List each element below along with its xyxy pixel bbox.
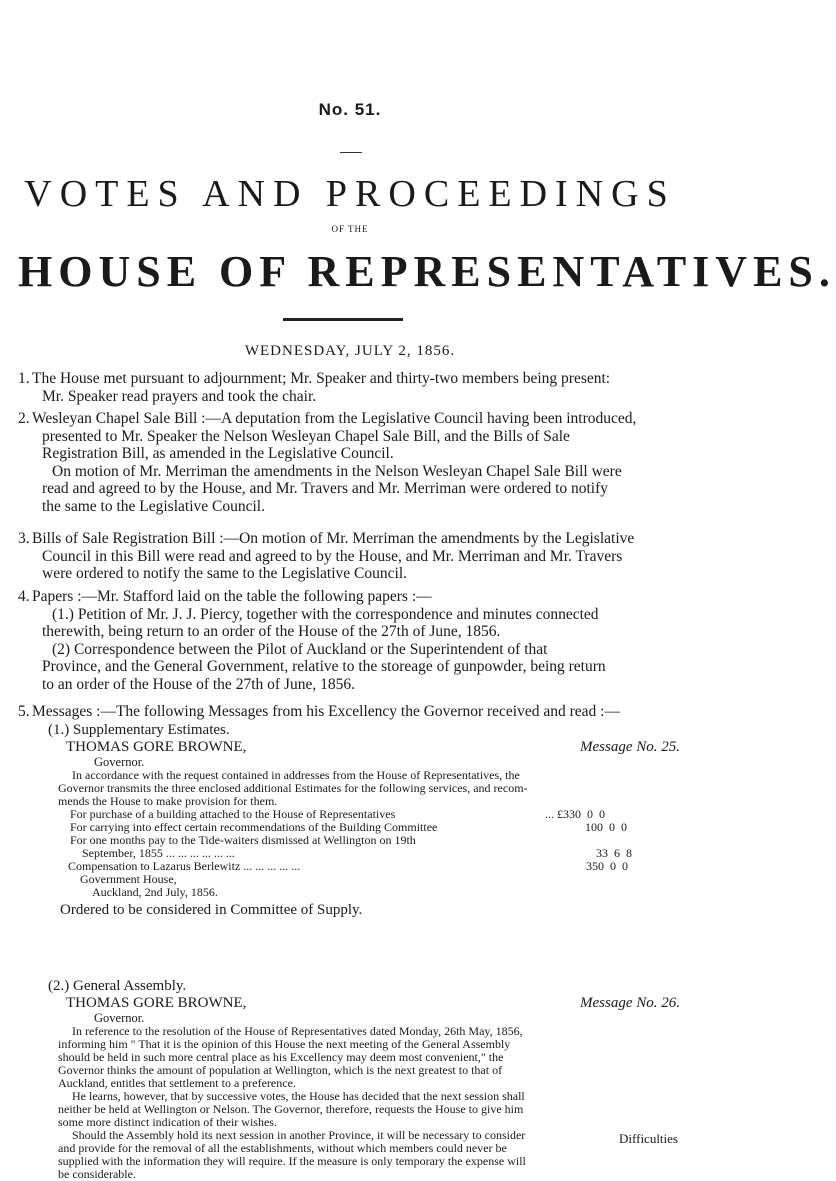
estimate-amount: 350 0 0 [586, 859, 628, 873]
item-line: Mr. Speaker read prayers and took the chair. [42, 387, 317, 405]
body-line: be considerable. [58, 1167, 136, 1181]
item-line: were ordered to notify the same to the Legislative Council. [42, 565, 407, 582]
body-line: and provide for the removal of all the establishments, without which members could never be [58, 1141, 507, 1155]
page-number: No. 51. [318, 100, 382, 119]
message-body [58, 1025, 680, 1181]
body-line: In reference to the resolution of the House of Representatives dated Monday, 26th May, 1856, [72, 1024, 523, 1038]
item-4 [18, 588, 680, 693]
body-line: neither be held at Wellington or Nelson. The Governor, therefore, requests the House to give him [58, 1102, 524, 1116]
estimate-row [70, 821, 680, 834]
estimate-amount: ... £330 0 0 [545, 807, 605, 821]
body-line: Governor transmits the three enclosed additional Estimates for the following services, and recom- [58, 781, 528, 795]
body-line: mends the House to make provision for them. [58, 794, 278, 808]
item-line: Messages :—The following Messages from his Excellency the Governor received and read :— [32, 703, 620, 720]
item-number: 4. [18, 588, 30, 605]
title-rule [283, 318, 403, 321]
item-1 [18, 370, 680, 405]
item-line: Wesleyan Chapel Sale Bill :—A deputation from the Legislative Council having been introduced, [32, 410, 637, 427]
estimate-amount: 100 0 0 [585, 820, 627, 834]
message-body [58, 769, 680, 899]
body-line: He learns, however, that by successive votes, the House has decided that the next session shall [72, 1089, 525, 1103]
item-number: 5. [18, 703, 30, 720]
item-2 [18, 410, 680, 515]
item-number: 2. [18, 410, 30, 427]
place-line: Auckland, 2nd July, 1856. [92, 885, 218, 899]
estimate-label: For carrying into effect certain recommendations of the Building Committee [70, 820, 438, 834]
item-line: read and agreed to by the House, and Mr. Travers and Mr. Merriman were ordered to notify [42, 480, 609, 497]
message-sender: THOMAS GORE BROWNE, [66, 739, 247, 755]
item-line: (2) Correspondence between the Pilot of Auckland or the Superintendent of that [52, 640, 548, 658]
item-line: Bills of Sale Registration Bill :—On motion of Mr. Merriman the amendments by the Legislative [32, 530, 635, 547]
item-5 [18, 703, 680, 721]
item-line: On motion of Mr. Merriman the amendments in the Nelson Wesleyan Chapel Sale Bill were [52, 462, 622, 480]
message-role: Governor. [94, 755, 145, 769]
message-number: Message No. 25. [580, 739, 680, 755]
sitting-date: WEDNESDAY, JULY 2, 1856. [244, 343, 456, 359]
item-number: 3. [18, 530, 30, 547]
message-sender-row [66, 995, 680, 1012]
item-number: 1. [18, 370, 30, 387]
item-line: Province, and the General Government, relative to the storeage of gunpowder, being return [42, 658, 606, 675]
item-line: The House met pursuant to adjournment; Mr. Speaker and thirty-two members being present: [32, 370, 611, 387]
item-line: the same to the Legislative Council. [42, 497, 265, 515]
item-line: (1.) Petition of Mr. J. J. Piercy, together with the correspondence and minutes connected [52, 605, 599, 623]
body-line: supplied with the information they will require. If the measure is only temporary the expense will [58, 1154, 526, 1168]
message-sender-row [66, 739, 680, 756]
body-line: Should the Assembly hold its next session in another Province, it will be necessary to consider [72, 1128, 526, 1142]
message-role: Governor. [94, 1011, 145, 1025]
body-line: should be held in such more central place as his Excellency may deem most convenient," the [58, 1050, 504, 1064]
catchword: Difficulties [619, 1131, 678, 1146]
message-heading: (2.) General Assembly. [48, 978, 187, 994]
body-line: Governor thinks the amount of population at Wellington, which is the next greatest to that of [58, 1063, 503, 1077]
item-line: therewith, being return to an order of the House of the 27th of June, 1856. [42, 623, 501, 640]
body-line: In accordance with the request contained in addresses from the House of Representatives, the [72, 768, 520, 782]
message-25 [48, 722, 680, 919]
message-26 [48, 978, 680, 1181]
body-line: some more distinct indication of their wishes. [58, 1115, 277, 1129]
body-line: Auckland, entitles that settlement to a preference. [58, 1076, 296, 1090]
item-line: Papers :—Mr. Stafford laid on the table the following papers :— [32, 588, 432, 605]
body-line: informing him " That it is the opinion of this House the next meeting of the General Assembly [58, 1037, 511, 1051]
order-line: Ordered to be considered in Committee of Supply. [60, 902, 363, 918]
place-line: Government House, [80, 872, 177, 886]
estimate-label: For purchase of a building attached to the House of Representatives [70, 807, 396, 821]
short-rule [340, 152, 362, 153]
item-3 [18, 530, 680, 583]
item-line: presented to Mr. Speaker the Nelson Wesleyan Chapel Sale Bill, and the Bills of Sale [42, 427, 570, 445]
message-number: Message No. 26. [580, 995, 680, 1011]
estimate-label: Compensation to Lazarus Berlewitz ... ... ... ... ... [68, 859, 301, 873]
title-of-the: OF THE [331, 224, 369, 234]
title-house-of-representatives: HOUSE OF REPRESENTATIVES. [18, 247, 836, 296]
title-votes-and-proceedings: VOTES AND PROCEEDINGS [24, 173, 676, 215]
item-line: Council in this Bill were read and agreed to by the House, and Mr. Merriman and Mr. Travers [42, 547, 623, 565]
estimate-label: September, 1855 ... ... ... ... ... ... [82, 846, 235, 860]
item-line: to an order of the House of the 27th of June, 1856. [42, 675, 355, 693]
estimate-row [68, 860, 680, 873]
message-sender: THOMAS GORE BROWNE, [66, 995, 247, 1011]
item-line: Registration Bill, as amended in the Legislative Council. [42, 445, 394, 462]
estimate-amount: 33 6 8 [596, 846, 632, 860]
message-heading: (1.) Supplementary Estimates. [48, 722, 230, 738]
estimate-label: For one months pay to the Tide-waiters dismissed at Wellington on 19th [70, 833, 416, 847]
